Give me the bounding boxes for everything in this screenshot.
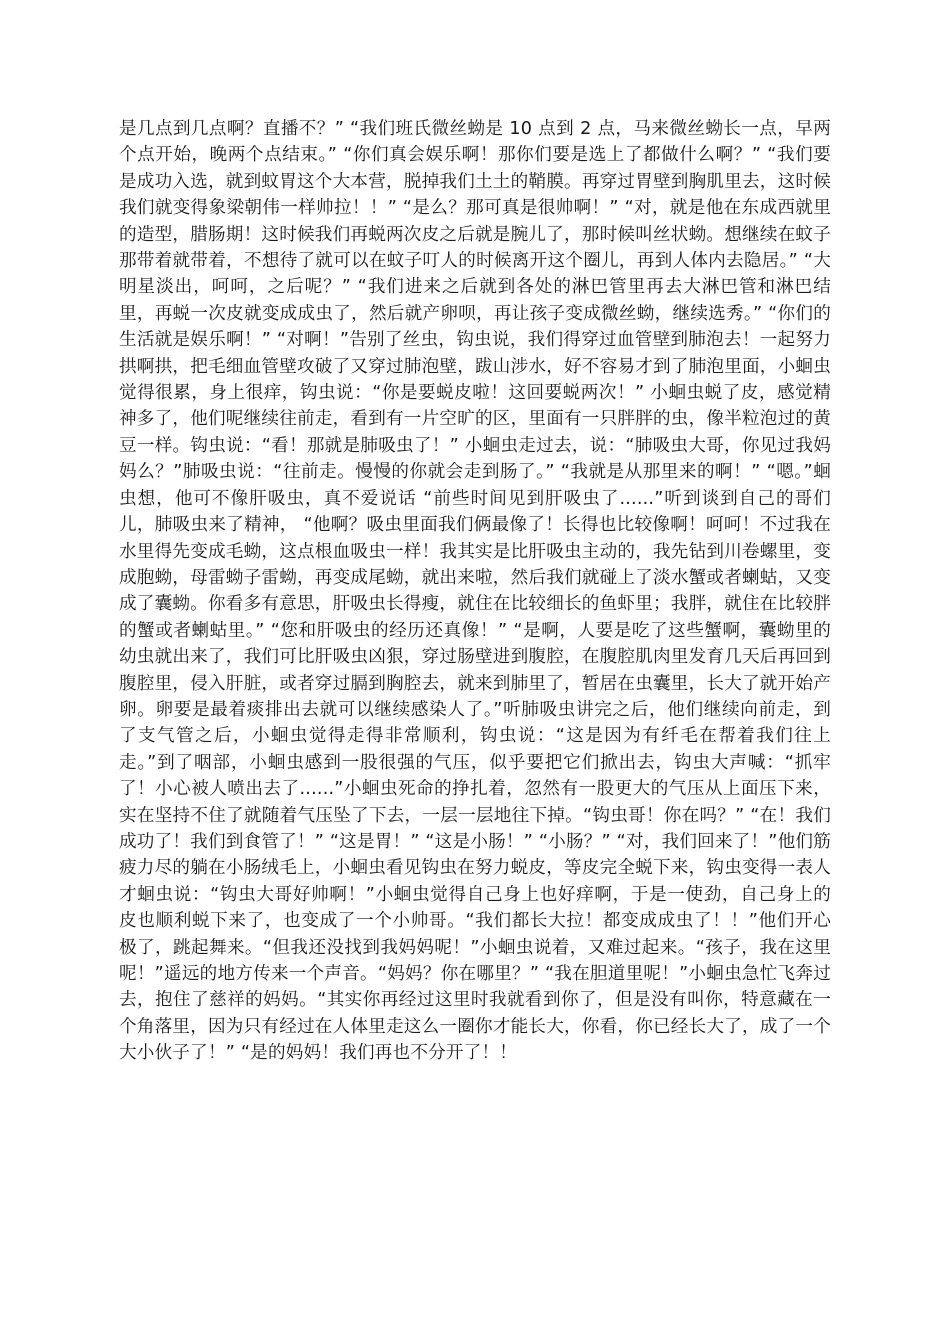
story-paragraph: 是几点到几点啊？直播不？” “我们班氏微丝蚴是 10 点到 2 点，马来微丝蚴长一点，早两个点开始，晚两个点结束。” “你们真会娱乐啊！那你们要是选上了都做什么啊？” “我们要是成功入选，就到蚊胃这个大本营，脱掉我们土土的鞘膜。再穿过胃壁到胸肌里去，这时候我们就变得象梁朝伟一样帅拉！！” “是么？那可真是很帅啊！” “对，就是他在东成西就里的造型，腊肠期！这时候我们再蜕两次皮之后就是腕儿了，那时候叫丝状蚴。想继续在蚊子那带着就带着，不想待了就可以在蚊子叮人的时候离开这个圈儿，再到人体内去隐居。” “大明星淡出，呵呵，之后呢？” “我们进来之后就到各处的淋巴管里再去大淋巴管和淋巴结里，再蜕一次皮就变成成虫了，然后就产卵呗，再让孩子变成微丝蚴，继续选秀。” “你们的生活就是娱乐啊！” “对啊！”告别了丝虫，钩虫说，我们得穿过血管壁到肺泡去！一起努力拱啊拱，把毛细血管壁攻破了又穿过肺泡壁，跋山涉水，好不容易才到了肺泡里面，小蛔虫觉得很累，身上很痒，钩虫说：“你是要蜕皮啦！这回要蜕两次！” 小蛔虫蜕了皮，感觉精神多了，他们呢继续往前走，看到有一片空旷的区，里面有一只胖胖的虫，像半粒泡过的黄豆一样。钩虫说：“看！那就是肺吸虫了！” 小蛔虫走过去，说：“肺吸虫大哥，你见过我妈妈么？”肺吸虫说：“往前走。慢慢的你就会走到肠了。” “我就是从那里来的啊！” “嗯。”蛔虫想，他可不像肝吸虫，真不爱说话 “前些时间见到肝吸虫了......”听到谈到自己的哥们儿，肺吸虫来了精神， “他啊？吸虫里面我们俩最像了！长得也比较像啊！呵呵！不过我在水里得先变成毛蚴，这点根血吸虫一样！我其实是比肝吸虫主动的，我先钻到川卷螺里，变成胞蚴，母雷蚴子雷蚴，再变成尾蚴，就出来啦，然后我们就碰上了淡水蟹或者蝲蛄，又变成了囊蚴。你看多有意思，肝吸虫长得瘦，就住在比较细长的鱼虾里；我胖，就住在比较胖的蟹或者蝲蛄里。” “您和肝吸虫的经历还真像！” “是啊，人要是吃了这些蟹啊，囊蚴里的幼虫就出来了，我们可比肝吸虫凶狠，穿过肠壁进到腹腔，在腹腔肌肉里发育几天后再回到腹腔里，侵入肝脏，或者穿过膈到胸腔去，就来到肺里了，暂居在虫囊里，长大了就开始产卵。卵要是最着痰排出去就可以继续感染人了。”听肺吸虫讲完之后，他们继续向前走，到了支气管之后，小蛔虫觉得走得非常顺利，钩虫说：“这是因为有纤毛在帮着我们往上走。”到了咽部，小蛔虫感到一股很强的气压，似乎要把它们掀出去，钩虫大声喊：“抓牢了！小心被人喷出去了......”小蛔虫死命的挣扎着，忽然有一股更大的气压从上面压下来，实在坚持不住了就随着气压坠了下去，一层一层地往下掉。“钩虫哥！你在吗？” “在！我们成功了！我们到食管了！” “这是胃！” “这是小肠！” “小肠？” “对，我们回来了！”他们筋疲力尽的躺在小肠绒毛上，小蛔虫看见钩虫在努力蜕皮，等皮完全蜕下来，钩虫变得一表人才蛔虫说：“钩虫大哥好帅啊！”小蛔虫觉得自己身上也好痒啊，于是一使劲，自己身上的皮也顺利蜕下来了，也变成了一个小帅哥。“我们都长大拉！都变成成虫了！！”他们开心极了，跳起舞来。“但我还没找到我妈妈呢！”小蛔虫说着，又难过起来。“孩子，我在这里呢！”遥远的地方传来一个声音。“妈妈？你在哪里？” “我在胆道里呢！”小蛔虫急忙飞奔过去，抱住了慈祥的妈妈。“其实你再经过这里时我就看到你了，但是没有叫你，特意藏在一个角落里，因为只有经过在人体里走这么一圈你才能长大，你看，你已经长大了，成了一个大小伙子了！” “是的妈妈！我们再也不分开了！！ — [119, 119, 831, 1064]
